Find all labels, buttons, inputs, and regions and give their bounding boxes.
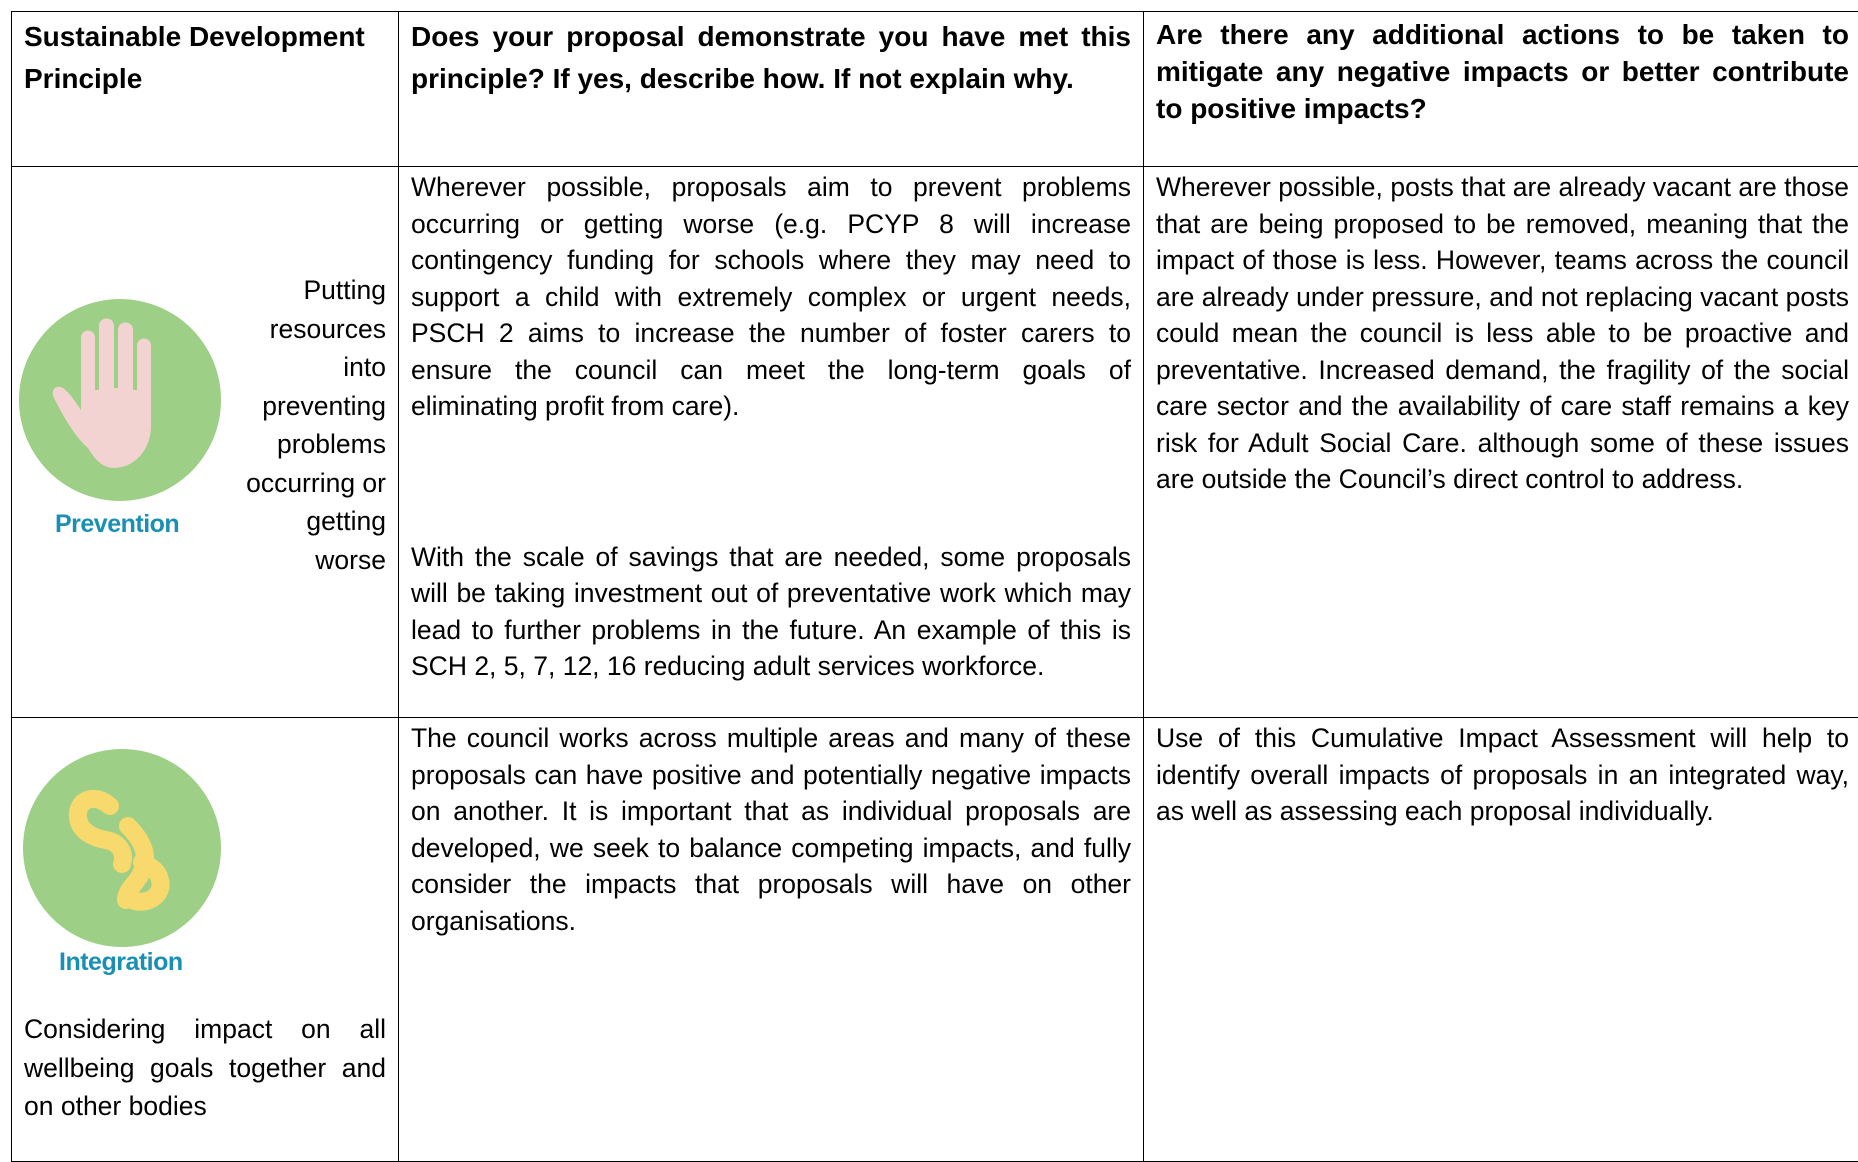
prevention-description-text: Putting resources into preventing problems occurring or getting worse (246, 275, 386, 575)
principle-cell-prevention (12, 167, 399, 718)
table-row-prevention (12, 167, 1858, 718)
prevention-paragraph-1: Wherever possible, proposals aim to prevent problems occurring or getting worse (e.g. PCYP 8 will increase contingency funding for schools where they may need to support a child with extremely complex or urgent needs, PSCH 2 aims to increase the number of foster carers to ensure the council can meet the long-term goals of eliminating profit from care). (411, 167, 1131, 425)
header-demonstrate: Does your proposal demonstrate you have met this principle? If yes, describe how. If not explain why. (399, 12, 1144, 167)
prevention-description (246, 271, 386, 579)
chain-link-icon (22, 748, 222, 953)
integration-demonstration-cell (399, 718, 1144, 1162)
integration-label: Integration (59, 948, 183, 977)
integration-actions-text: Use of this Cumulative Impact Assessment will help to identify overall impacts of proposals in an integrated way, as well as assessing each proposal individually. (1156, 718, 1849, 830)
integration-paragraph-1: The council works across multiple areas and many of these proposals can have positive and potentially negative impacts on another. It is important that as individual proposals are developed, we seek to balance competing impacts, and fully consider the impacts that proposals will have on other organisations. (411, 718, 1131, 939)
table-header-row (12, 12, 1858, 167)
principle-cell-integration (12, 718, 399, 1162)
header-additional-actions: Are there any additional actions to be taken to mitigate any negative impacts or better contribute to positive impacts? (1144, 12, 1858, 167)
header-principle: Sustainable Development Principle (12, 12, 399, 167)
prevention-demonstration-cell (399, 167, 1144, 718)
integration-description: Considering impact on all wellbeing goals together and on other bodies (24, 1010, 386, 1126)
prevention-paragraph-2: With the scale of savings that are needed, some proposals will be taking investment out of preventative work which may lead to further problems in the future. An example of this is SCH 2, 5, 7, 12, 16 reducing adult services workforce. (411, 537, 1131, 685)
integration-actions-cell (1144, 718, 1858, 1162)
hand-icon (18, 298, 222, 507)
sustainable-development-table (11, 11, 1858, 1162)
prevention-label: Prevention (55, 510, 179, 539)
paragraph-spacer (411, 425, 1131, 537)
prevention-actions-cell (1144, 167, 1858, 718)
prevention-actions-text: Wherever possible, posts that are already vacant are those that are being proposed to be removed, meaning that the impact of those is less. However, teams across the council are already under pressure, and not replacing vacant posts could mean the council is less able to be proactive and preventative. Increased demand, the fragility of the social care sector and the availability of care staff remains a key risk for Adult Social Care. although some of these issues are outside the Council’s direct control to address. (1156, 167, 1849, 498)
table-row-integration (12, 718, 1858, 1162)
